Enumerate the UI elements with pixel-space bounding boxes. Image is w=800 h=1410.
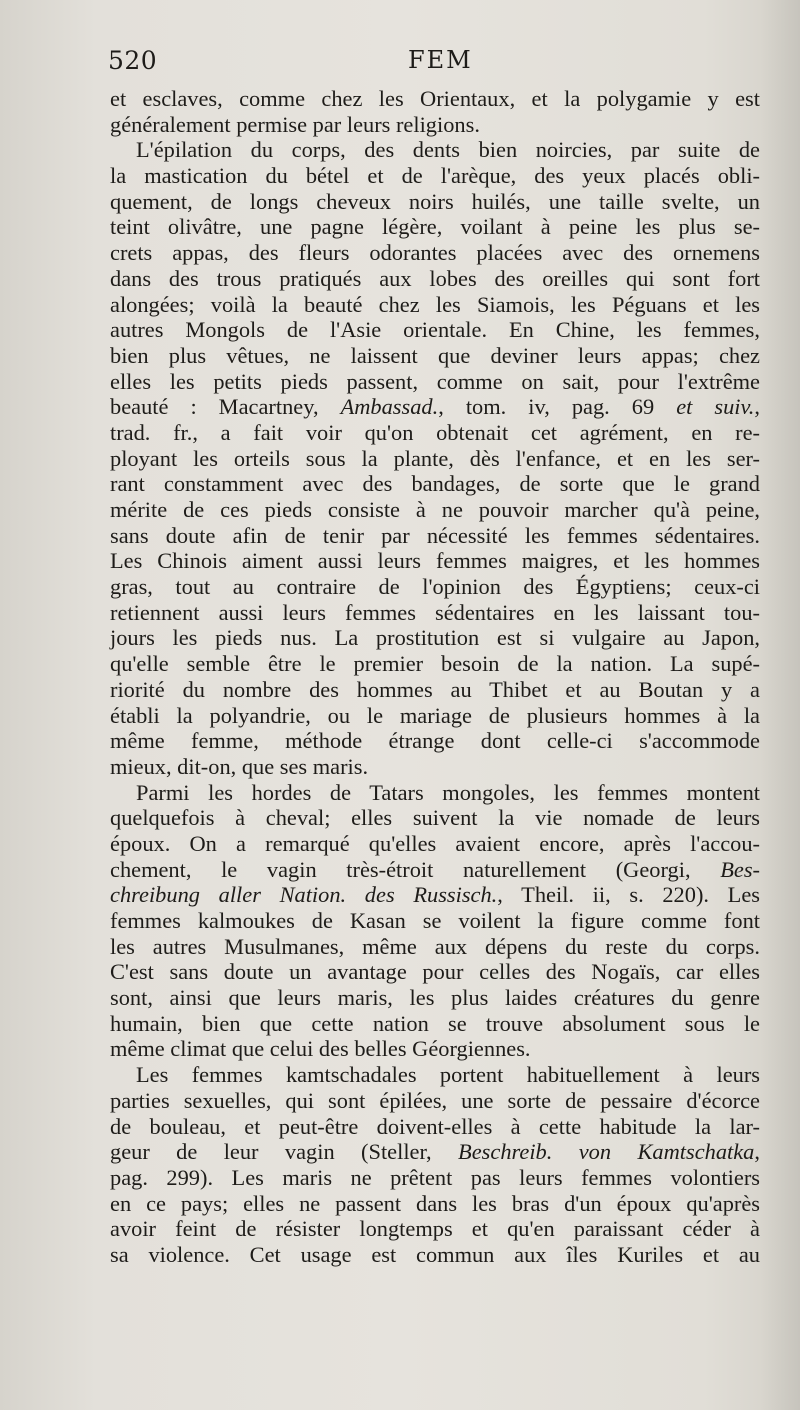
text-line [110,1139,760,1165]
text-line [110,189,760,215]
text-segment: même femme, méthode étrange dont celle-ci s'accommode [110,728,760,754]
text-line [110,86,760,112]
text-segment: , [754,1139,760,1165]
text-line [110,831,760,857]
text-line [110,1216,760,1242]
text-line [110,497,760,523]
text-segment: quement, de longs cheveux noirs huilés, une taille svelte, un [110,188,760,214]
running-head: FEM [408,46,473,74]
text-line [110,677,760,703]
text-segment: trad. fr., a fait voir qu'on obtenait cet agrément, en re- [110,419,760,445]
text-segment: bien plus vêtues, ne laissent que deviner leurs appas; chez [110,342,760,368]
text-segment: crets appas, des fleurs odorantes placées avec des ornemens [110,240,760,266]
text-line [110,292,760,318]
text-line [110,728,760,754]
text-line [110,137,760,163]
text-line [110,1242,760,1268]
text-line [110,420,760,446]
text-line [110,959,760,985]
body-text [110,86,760,1268]
text-segment: Parmi les hordes de Tatars mongoles, les femmes montent [136,779,760,805]
text-line [110,1191,760,1217]
text-segment: Les Chinois aiment aussi leurs femmes maigres, et les hommes [110,548,760,574]
text-segment: riorité du nombre des hommes au Thibet et au Boutan y a [110,676,760,702]
text-line [110,1088,760,1114]
text-line [110,908,760,934]
text-line [110,780,760,806]
text-segment: ployant les orteils sous la plante, dès l'enfance, et en les ser- [110,445,760,471]
text-line [110,266,760,292]
text-segment: geur de leur vagin (Steller, [110,1139,459,1165]
text-segment: parties sexuelles, qui sont épilées, une sorte de pessaire d'écorce [110,1087,760,1113]
text-line [110,240,760,266]
text-segment: établi la polyandrie, ou le mariage de plusieurs hommes à la [110,702,760,728]
text-segment: généralement permise par leurs religions. [110,111,480,137]
text-line [110,1062,760,1088]
text-segment: femmes kalmoukes de Kasan se voilent la figure comme font [110,908,760,933]
text-line [110,394,760,420]
text-line [110,754,760,780]
text-segment: chement, le vagin très-étroit naturellement (Georgi, [110,856,721,882]
text-segment: époux. On a remarqué qu'elles avaient encore, après l'accou- [110,830,760,856]
text-line [110,369,760,395]
text-segment: jours les pieds nus. La prostitution est si vulgaire au Japon, [110,625,760,651]
text-line [110,214,760,240]
text-line [110,523,760,549]
text-line [110,1036,760,1062]
text-line [110,446,760,472]
text-segment: humain, bien que cette nation se trouve absolument sous le [110,1010,760,1036]
text-segment: autres Mongols de l'Asie orientale. En Chine, les femmes, [110,317,760,343]
text-segment: sa violence. Cet usage est commun aux îles Kuriles et au [110,1241,760,1267]
italic-text: et suiv. [676,394,755,420]
text-line [110,112,760,138]
page-number: 520 [108,46,158,75]
text-line [110,805,760,831]
text-line [110,163,760,189]
text-segment: quelquefois à cheval; elles suivent la vie nomade de leurs [110,805,760,831]
text-segment: rant constamment avec des bandages, de sorte que le grand [110,471,760,497]
page-header [108,46,758,86]
text-segment: beauté : Macartney, [110,394,341,420]
text-line [110,471,760,497]
text-segment: elles les petits pieds passent, comme on sait, pour l'extrême [110,368,760,394]
text-segment: C'est sans doute un avantage pour celles des Nogaïs, car elles [110,959,760,985]
text-segment: sont, ainsi que leurs maris, les plus laides créatures du genre [110,985,760,1011]
text-line [110,703,760,729]
text-segment: qu'elle semble être le premier besoin de la nation. La supé- [110,651,760,677]
text-line [110,343,760,369]
text-segment: retiennent aussi leurs femmes sédentaires en les laissant tou- [110,599,760,625]
italic-text: Beschreib. von Kamtschatka [458,1139,755,1165]
italic-text: Bes- [720,856,760,882]
text-line [110,625,760,651]
text-line [110,985,760,1011]
text-line [110,934,760,960]
text-line [110,548,760,574]
text-line [110,651,760,677]
text-segment: de bouleau, et peut-être doivent-elles à cette habitude la lar- [110,1113,760,1139]
italic-text: Ambassad. [340,394,439,420]
text-segment: , [754,394,760,420]
text-segment: et esclaves, comme chez les Orientaux, et la polygamie y est [110,86,760,111]
text-segment: L'épilation du corps, des dents bien noircies, par suite de [136,137,760,163]
text-line [110,600,760,626]
text-segment: même climat que celui des belles Géorgiennes. [110,1036,531,1062]
text-segment: gras, tout au contraire de l'opinion des Égyptiens; ceux-ci [110,574,760,600]
page-edge-shadow [760,0,800,1410]
text-segment: , Theil. ii, s. 220). Les [497,882,760,908]
text-segment: mieux, dit-on, que ses maris. [110,753,369,779]
text-segment: Les femmes kamtschadales portent habituellement à leurs [136,1062,760,1088]
text-line [110,857,760,883]
text-line [110,574,760,600]
text-line [110,882,760,908]
text-segment: pag. 299). Les maris ne prêtent pas leurs femmes volontiers [110,1164,760,1190]
text-segment: les autres Musulmanes, même aux dépens du reste du corps. [110,933,760,959]
text-line [110,1011,760,1037]
text-segment: avoir feint de résister longtemps et qu'en paraissant céder à [110,1216,760,1242]
text-segment: alongées; voilà la beauté chez les Siamois, les Péguans et les [110,291,760,317]
text-line [110,317,760,343]
text-line [110,1114,760,1140]
text-segment: mérite de ces pieds consiste à ne pouvoir marcher qu'à peine, [110,497,760,522]
text-segment: la mastication du bétel et de l'arèque, des yeux placés obli- [110,163,760,189]
text-segment: dans des trous pratiqués aux lobes des oreilles qui sont fort [110,265,760,291]
text-segment: teint olivâtre, une pagne légère, voilant à peine les plus se- [110,214,760,240]
italic-text: chreibung aller Nation. des Russisch. [110,882,498,908]
text-segment: sans doute afin de tenir par nécessité les femmes sédentaires. [110,522,760,548]
text-line [110,1165,760,1191]
text-segment: en ce pays; elles ne passent dans les bras d'un époux qu'après [110,1190,760,1216]
text-segment: , tom. iv, pag. 69 [438,394,677,420]
